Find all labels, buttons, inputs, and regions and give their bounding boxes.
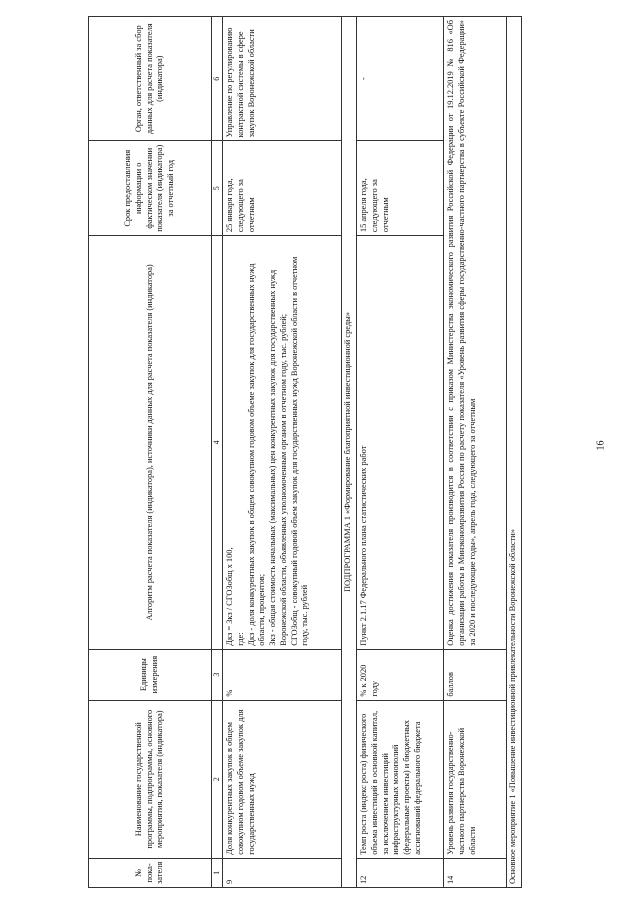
indicator-unit: % [223,649,342,700]
column-number: 1 [212,858,223,887]
row-number: 14 [444,858,507,887]
row-number: 12 [357,858,444,887]
indicator-table [88,16,522,888]
header-organ: Орган, ответственный за сбор данных для расчета показателя (индикатора) [89,17,212,141]
table-row [357,17,444,888]
indicator-deadline: 15 апреля года, следующего за отчетным [357,141,444,236]
column-number: 2 [212,700,223,858]
header-unit: Единицы измерения [89,649,212,700]
indicator-algorithm: Оценка достижения показателя производится в соответствии с приказом Министерства экономического развития Российской Федерации от 19.12.2019 № 816 «Об организации работы в Минэкономразвития России по расчету показателя «Уровень развития сферы государственно-частного партнерства в субъекте Российской Федерации» за 2020 и последующие годы», апрель года, следующего за отчетным [444,17,507,650]
main-activity-title: Основное мероприятие 1 «Повышение инвестиционной привлекательности Воронежской области» [507,17,522,888]
rotated-table-frame [88,16,558,888]
column-number: 4 [212,236,223,650]
column-number: 5 [212,141,223,236]
column-number-row [212,17,223,888]
row-number: 9 [223,858,342,887]
footer-row [507,17,522,888]
header-number: № пока-зателя [89,858,212,887]
indicator-name: Доля конкурентных закупок в общем совокупном годовом объеме закупок для государственных нужд [223,700,342,858]
page-number: 16 [595,440,607,451]
column-number: 6 [212,17,223,141]
column-number: 3 [212,649,223,700]
indicator-unit: % к 2020 году [357,649,444,700]
indicator-unit: баллов [444,649,507,700]
section-row [342,17,357,888]
indicator-organ: - [357,17,444,141]
indicator-name: Уровень развития государственно-частного партнерства Воронежской области [444,700,507,858]
header-deadline: Срок предоставления информации о фактическом значении показателя (индикатора) за отчетный год [89,141,212,236]
indicator-algorithm: Пункт 2.1.17 Федерального плана статистических работ [357,236,444,650]
indicator-organ: Управление по регулированию контрактной системы в сфере закупок Воронежской области [223,17,342,141]
header-name: Наименование государственной программы, подпрограммы, основного мероприятия, показателя (индикатора) [89,700,212,858]
table-row [223,17,342,888]
table-header-row [89,17,212,888]
section-title: ПОДПРОГРАММА 1 «Формирование благоприятной инвестиционной среды» [342,17,357,888]
indicator-name: Темп роста (индекс роста) физического объема инвестиций в основной капитал, за исключением инвестиций инфраструктурных монополий (федеральные проекты) и бюджетных ассигнований федерального бюджета [357,700,444,858]
table-row [444,17,507,888]
indicator-algorithm: Дкз = Зкз / СГОЗобщ х 100, где: Дкз - доля конкурентных закупок в общем совокупном годовом объеме закупок для государственных нужд области, процентов; Зкз - общая стоимость начальных (максимальных) цен конкурентных закупок для государственных нужд Воронежской области, объявленных уполномоченным органом в отчетном году, тыс. рублей; СГОЗобщ - совокупный годовой объем закупок для государственных нужд Воронежской области в отчетном году, тыс. рублей [223,236,342,650]
header-algorithm: Алгоритм расчета показателя (индикатора), источники данных для расчета показателя (индикатора) [89,236,212,650]
indicator-deadline: 25 января года, следующего за отчетным [223,141,342,236]
